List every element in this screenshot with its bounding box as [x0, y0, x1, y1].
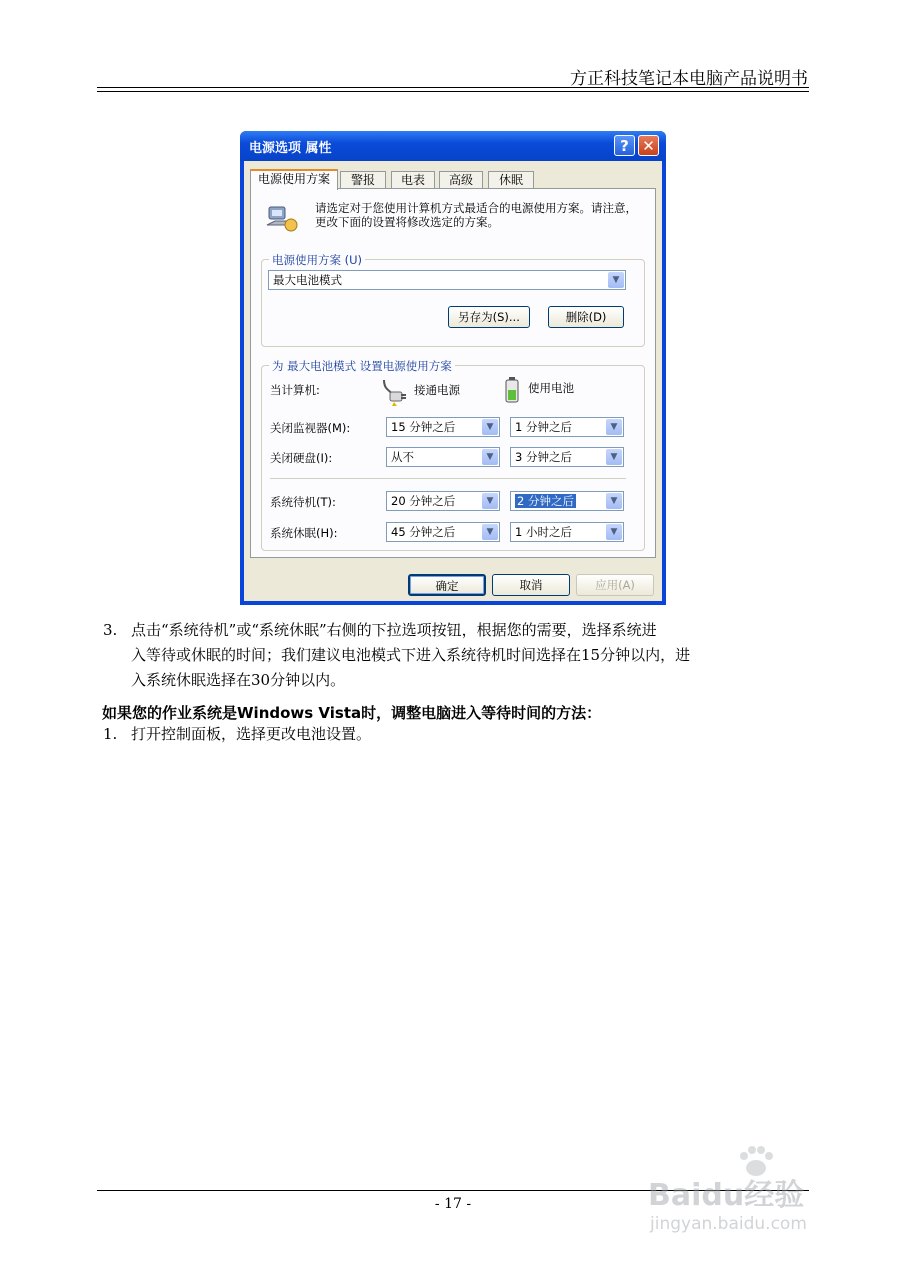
apply-button[interactable]: 应用(A) [576, 574, 654, 596]
monitor-battery-select[interactable] [510, 417, 624, 437]
chevron-down-icon[interactable]: ▼ [606, 493, 622, 509]
select-value: 2 分钟之后 [517, 494, 574, 508]
divider [270, 478, 626, 479]
step3-number: 3. [103, 621, 118, 639]
battery-label: 使用电池 [528, 381, 574, 395]
chevron-down-icon[interactable]: ▼ [482, 524, 498, 540]
power-scheme-icon [265, 201, 299, 233]
tab-hibernate[interactable]: 休眠 [488, 171, 534, 188]
monitor-plugged-select[interactable] [386, 417, 500, 437]
chevron-down-icon[interactable]: ▼ [482, 493, 498, 509]
scheme-group-label: 电源使用方案 (U) [269, 252, 365, 268]
watermark [640, 1140, 860, 1240]
row-label-hibernate: 系统休眠(H): [270, 526, 338, 540]
plugged-in-label: 接通电源 [414, 383, 460, 397]
page-number: - 17 - [434, 1196, 472, 1212]
settings-group-label: 为 最大电池模式 设置电源使用方案 [269, 358, 455, 374]
select-value: 15 分钟之后 [391, 420, 456, 434]
tab-alarms[interactable]: 警报 [340, 171, 386, 188]
computer-label: 当计算机: [270, 383, 320, 397]
select-value: 20 分钟之后 [391, 494, 456, 508]
select-value: 45 分钟之后 [391, 525, 456, 539]
header-rule [97, 91, 809, 92]
header-rule [97, 87, 809, 88]
dialog-client [244, 161, 662, 601]
vista-heading: 如果您的作业系统是Windows Vista时，调整电脑进入等待时间的方法： [102, 704, 602, 722]
harddisk-battery-select[interactable] [510, 447, 624, 467]
standby-battery-select[interactable] [510, 491, 624, 511]
help-button[interactable]: ? [614, 135, 635, 156]
tab-power-schemes[interactable]: 电源使用方案 [250, 169, 338, 190]
chevron-down-icon[interactable]: ▼ [606, 419, 622, 435]
chevron-down-icon[interactable]: ▼ [608, 272, 624, 288]
chevron-down-icon[interactable]: ▼ [482, 449, 498, 465]
step1-text: 打开控制面板，选择更改电池设置。 [131, 725, 372, 743]
ok-button[interactable]: 确定 [408, 574, 486, 596]
tab-power-meter[interactable]: 电表 [391, 171, 435, 188]
step1-number: 1. [103, 725, 118, 743]
power-options-dialog [240, 131, 666, 605]
step3-line2: 入等待或休眠的时间；我们建议电池模式下进入系统待机时间选择在15分钟以内，进 [131, 646, 691, 664]
battery-icon [504, 376, 520, 404]
step3-line1: 点击“系统待机”或“系统休眠”右侧的下拉选项按钮，根据您的需要，选择系统进 [131, 621, 657, 639]
page-header-title: 方正科技笔记本电脑产品说明书 [570, 69, 808, 89]
chevron-down-icon[interactable]: ▼ [606, 524, 622, 540]
plug-icon [380, 376, 408, 406]
select-value: 1 小时之后 [515, 525, 572, 539]
tab-panel [250, 188, 656, 558]
dialog-titlebar [240, 131, 666, 161]
scheme-select-value: 最大电池模式 [273, 273, 342, 287]
delete-button[interactable]: 删除(D) [548, 306, 624, 328]
hibernate-plugged-select[interactable] [386, 522, 500, 542]
step3-line3: 入系统休眠选择在30分钟以内。 [131, 671, 346, 689]
hibernate-battery-select[interactable] [510, 522, 624, 542]
scheme-select[interactable] [268, 270, 626, 290]
scheme-group [261, 253, 645, 347]
row-label-monitor: 关闭监视器(M): [270, 421, 351, 435]
row-label-harddisk: 关闭硬盘(I): [270, 451, 333, 465]
standby-plugged-select[interactable] [386, 491, 500, 511]
close-button[interactable]: ✕ [638, 135, 659, 156]
select-value: 1 分钟之后 [515, 420, 572, 434]
row-label-standby: 系统待机(T): [270, 495, 336, 509]
watermark-url: jingyan.baidu.com [650, 1214, 807, 1234]
dialog-title: 电源选项 属性 [249, 141, 332, 156]
select-value: 3 分钟之后 [515, 450, 572, 464]
chevron-down-icon[interactable]: ▼ [606, 449, 622, 465]
select-value: 从不 [391, 450, 414, 464]
save-as-button[interactable]: 另存为(S)... [448, 306, 530, 328]
cancel-button[interactable]: 取消 [492, 574, 570, 596]
settings-group [261, 359, 645, 551]
watermark-brand: Baidu经验 [648, 1178, 805, 1213]
chevron-down-icon[interactable]: ▼ [482, 419, 498, 435]
tab-advanced[interactable]: 高级 [439, 171, 483, 188]
description-text: 请选定对于您使用计算机方式最适合的电源使用方案。请注意，更改下面的设置将修改选定的方案。 [315, 201, 637, 229]
harddisk-plugged-select[interactable] [386, 447, 500, 467]
